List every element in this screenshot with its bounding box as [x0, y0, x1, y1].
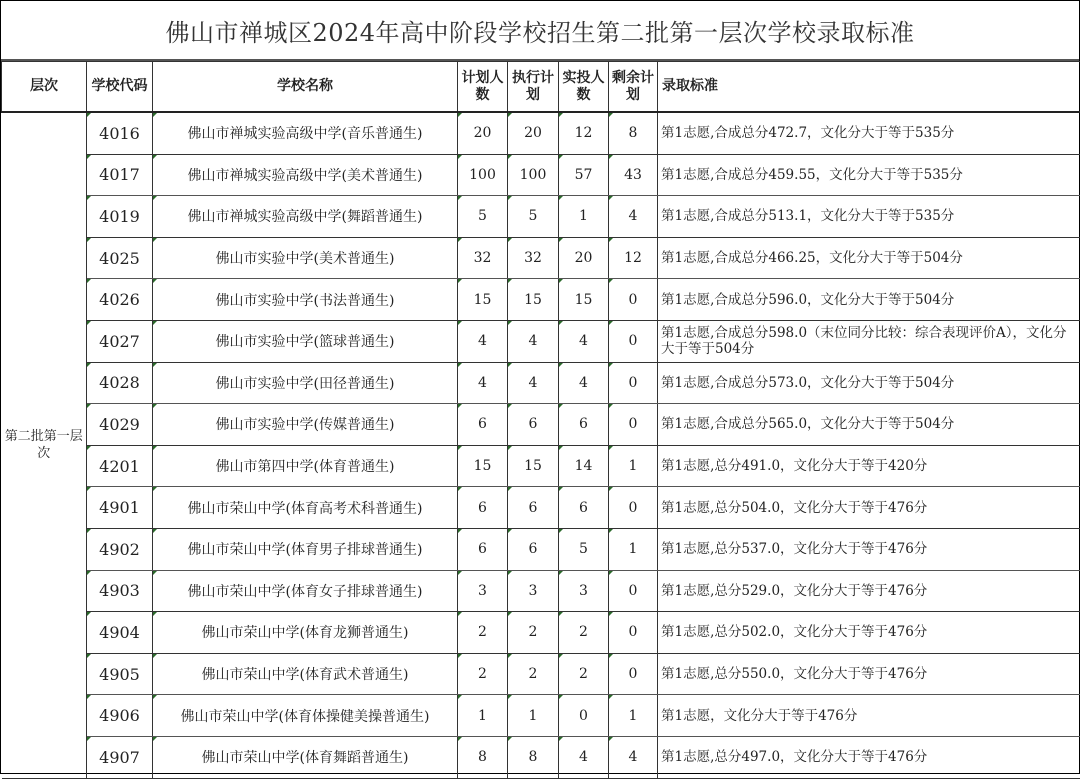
actual-count: 1: [559, 196, 609, 238]
exec-plan: 1: [508, 695, 559, 737]
remaining-plan: 1: [609, 445, 658, 487]
school-name: 佛山市荣山中学(体育龙狮普通生): [153, 612, 458, 654]
school-name: 佛山市荣山中学(体育武术普通生): [153, 653, 458, 695]
school-code: 4029: [87, 404, 153, 446]
admission-criteria: 第1志愿,总分550.0，文化分大于等于476分: [658, 653, 1080, 695]
exec-plan: 20: [508, 112, 559, 154]
table-row: [2, 196, 1080, 238]
admission-criteria: 第1志愿，文化分大于等于476分: [658, 695, 1080, 737]
level-cell: 第二批第一层次: [2, 112, 87, 778]
school-code: 4026: [87, 279, 153, 321]
remaining-plan: 0: [609, 362, 658, 404]
plan-count: 2: [458, 653, 508, 695]
remaining-plan: 0: [609, 653, 658, 695]
header-remain: 剩余计划: [609, 62, 658, 113]
admission-criteria: 第1志愿,合成总分596.0，文化分大于等于504分: [658, 279, 1080, 321]
plan-count: 6: [458, 487, 508, 529]
remaining-plan: 43: [609, 154, 658, 196]
admission-criteria: 第1志愿,合成总分565.0，文化分大于等于504分: [658, 404, 1080, 446]
table-row: [2, 445, 1080, 487]
plan-count: 15: [458, 445, 508, 487]
table-row: [2, 404, 1080, 446]
school-name: 佛山市实验中学(书法普通生): [153, 279, 458, 321]
school-code: 4028: [87, 362, 153, 404]
admission-criteria: 第1志愿,合成总分472.7，文化分大于等于535分: [658, 112, 1080, 154]
table-row: [2, 154, 1080, 196]
header-name: 学校名称: [153, 62, 458, 113]
plan-count: 6: [458, 404, 508, 446]
exec-plan: 3: [508, 570, 559, 612]
table-row: [2, 612, 1080, 654]
actual-count: 3: [559, 570, 609, 612]
remaining-plan: 0: [609, 612, 658, 654]
plan-count: 5: [458, 196, 508, 238]
remaining-plan: 0: [609, 279, 658, 321]
actual-count: 20: [559, 237, 609, 279]
actual-count: 0: [559, 695, 609, 737]
actual-count: 5: [559, 528, 609, 570]
header-exec: 执行计划: [508, 62, 559, 113]
page-title: 佛山市禅城区2024年高中阶段学校招生第二批第一层次学校录取标准: [1, 1, 1079, 61]
school-name: 佛山市第四中学(体育普通生): [153, 445, 458, 487]
school-name: 佛山市实验中学(篮球普通生): [153, 320, 458, 362]
school-name: 佛山市禅城实验高级中学(美术普通生): [153, 154, 458, 196]
admission-criteria: 第1志愿,总分504.0，文化分大于等于476分: [658, 487, 1080, 529]
exec-plan: 100: [508, 154, 559, 196]
exec-plan: 32: [508, 237, 559, 279]
school-code: 4902: [87, 528, 153, 570]
school-code: 4017: [87, 154, 153, 196]
exec-plan: 2: [508, 653, 559, 695]
plan-count: 6: [458, 528, 508, 570]
table-row: [2, 695, 1080, 737]
remaining-plan: 12: [609, 237, 658, 279]
admission-criteria: 第1志愿,总分491.0，文化分大于等于420分: [658, 445, 1080, 487]
plan-count: 100: [458, 154, 508, 196]
school-code: 4016: [87, 112, 153, 154]
remaining-plan: 8: [609, 112, 658, 154]
table-row: [2, 736, 1080, 778]
school-code: 4903: [87, 570, 153, 612]
exec-plan: 6: [508, 404, 559, 446]
school-code: 4906: [87, 695, 153, 737]
plan-count: 4: [458, 362, 508, 404]
school-code: 4019: [87, 196, 153, 238]
school-name: 佛山市荣山中学(体育体操健美操普通生): [153, 695, 458, 737]
table-row: [2, 112, 1080, 154]
actual-count: 2: [559, 612, 609, 654]
school-code: 4907: [87, 736, 153, 778]
actual-count: 14: [559, 445, 609, 487]
exec-plan: 4: [508, 362, 559, 404]
admission-criteria: 第1志愿,合成总分466.25，文化分大于等于504分: [658, 237, 1080, 279]
plan-count: 8: [458, 736, 508, 778]
exec-plan: 15: [508, 445, 559, 487]
school-name: 佛山市禅城实验高级中学(音乐普通生): [153, 112, 458, 154]
remaining-plan: 1: [609, 695, 658, 737]
actual-count: 57: [559, 154, 609, 196]
school-code: 4027: [87, 320, 153, 362]
table-row: [2, 653, 1080, 695]
plan-count: 1: [458, 695, 508, 737]
plan-count: 3: [458, 570, 508, 612]
admission-criteria: 第1志愿,合成总分513.1，文化分大于等于535分: [658, 196, 1080, 238]
admission-criteria: 第1志愿,总分529.0，文化分大于等于476分: [658, 570, 1080, 612]
header-criteria: 录取标准: [658, 62, 1080, 113]
admission-criteria: 第1志愿,总分497.0，文化分大于等于476分: [658, 736, 1080, 778]
table-row: [2, 237, 1080, 279]
school-name: 佛山市荣山中学(体育舞蹈普通生): [153, 736, 458, 778]
remaining-plan: 4: [609, 196, 658, 238]
remaining-plan: 0: [609, 570, 658, 612]
school-code: 4201: [87, 445, 153, 487]
exec-plan: 8: [508, 736, 559, 778]
school-code: 4904: [87, 612, 153, 654]
school-name: 佛山市荣山中学(体育女子排球普通生): [153, 570, 458, 612]
exec-plan: 2: [508, 612, 559, 654]
table-row: [2, 487, 1080, 529]
remaining-plan: 0: [609, 487, 658, 529]
header-row: [2, 62, 1080, 113]
plan-count: 20: [458, 112, 508, 154]
header-actual: 实投人数: [559, 62, 609, 113]
remaining-plan: 1: [609, 528, 658, 570]
plan-count: 32: [458, 237, 508, 279]
table-row: [2, 320, 1080, 362]
school-name: 佛山市荣山中学(体育男子排球普通生): [153, 528, 458, 570]
school-code: 4905: [87, 653, 153, 695]
actual-count: 12: [559, 112, 609, 154]
plan-count: 15: [458, 279, 508, 321]
school-name: 佛山市实验中学(田径普通生): [153, 362, 458, 404]
table-row: [2, 362, 1080, 404]
actual-count: 4: [559, 736, 609, 778]
header-plan: 计划人数: [458, 62, 508, 113]
exec-plan: 5: [508, 196, 559, 238]
exec-plan: 6: [508, 528, 559, 570]
admission-criteria: 第1志愿,合成总分573.0，文化分大于等于504分: [658, 362, 1080, 404]
actual-count: 4: [559, 320, 609, 362]
actual-count: 6: [559, 487, 609, 529]
school-name: 佛山市实验中学(美术普通生): [153, 237, 458, 279]
admission-table: [1, 61, 1080, 779]
remaining-plan: 0: [609, 320, 658, 362]
table-row: [2, 528, 1080, 570]
admission-criteria: 第1志愿,合成总分459.55，文化分大于等于535分: [658, 154, 1080, 196]
remaining-plan: 4: [609, 736, 658, 778]
admission-criteria: 第1志愿,总分502.0，文化分大于等于476分: [658, 612, 1080, 654]
exec-plan: 15: [508, 279, 559, 321]
actual-count: 2: [559, 653, 609, 695]
school-code: 4901: [87, 487, 153, 529]
admission-criteria: 第1志愿,合成总分598.0（末位同分比较：综合表现评价A），文化分大于等于504分: [658, 320, 1080, 362]
table-row: [2, 279, 1080, 321]
table-row: [2, 570, 1080, 612]
actual-count: 4: [559, 362, 609, 404]
school-name: 佛山市禅城实验高级中学(舞蹈普通生): [153, 196, 458, 238]
plan-count: 2: [458, 612, 508, 654]
remaining-plan: 0: [609, 404, 658, 446]
actual-count: 15: [559, 279, 609, 321]
school-name: 佛山市实验中学(传媒普通生): [153, 404, 458, 446]
exec-plan: 4: [508, 320, 559, 362]
admission-criteria: 第1志愿,总分537.0，文化分大于等于476分: [658, 528, 1080, 570]
exec-plan: 6: [508, 487, 559, 529]
school-name: 佛山市荣山中学(体育高考术科普通生): [153, 487, 458, 529]
header-level: 层次: [2, 62, 87, 113]
plan-count: 4: [458, 320, 508, 362]
school-code: 4025: [87, 237, 153, 279]
actual-count: 6: [559, 404, 609, 446]
header-code: 学校代码: [87, 62, 153, 113]
